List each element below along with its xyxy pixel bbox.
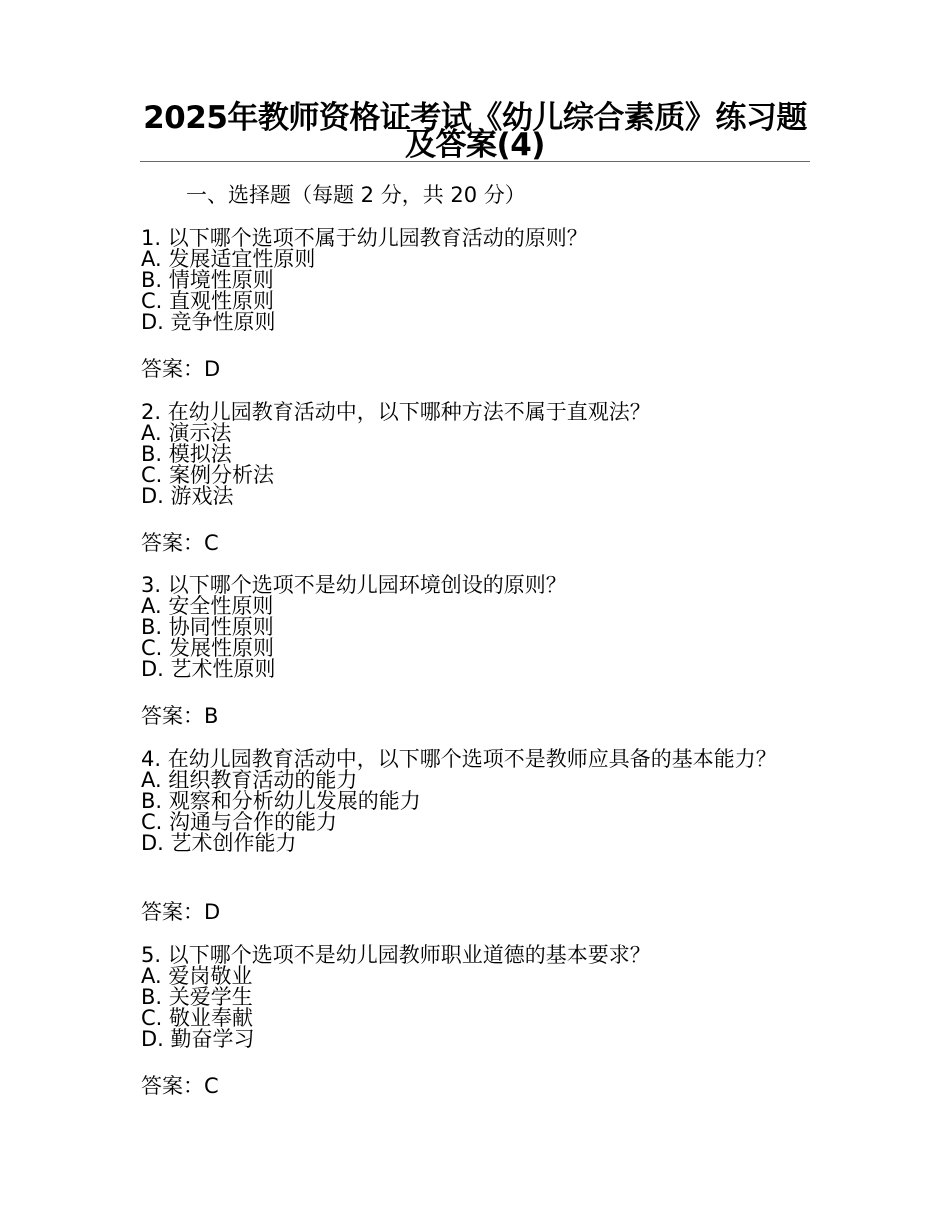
option-a: A. 安全性原则 xyxy=(141,594,274,618)
question-1 xyxy=(141,228,806,333)
option-c: C. 案例分析法 xyxy=(141,463,275,487)
option-a: A. 爱岗敬业 xyxy=(141,964,253,988)
question-3 xyxy=(141,575,806,680)
option-d: D. 游戏法 xyxy=(141,484,234,508)
title-underline xyxy=(140,161,810,162)
option-b: B. 关爱学生 xyxy=(141,985,253,1009)
question-2 xyxy=(141,402,806,507)
option-b: B. 模拟法 xyxy=(141,442,232,466)
option-c: C. 沟通与合作的能力 xyxy=(141,810,338,834)
option-c: C. 敬业奉献 xyxy=(141,1006,254,1030)
option-b: B. 观察和分析幼儿发展的能力 xyxy=(141,789,421,813)
answer-3: 答案：B xyxy=(141,704,219,728)
question-stem: 2. 在幼儿园教育活动中，以下哪种方法不属于直观法？ xyxy=(141,400,651,424)
question-5 xyxy=(141,945,806,1050)
answer-5: 答案：C xyxy=(141,1074,219,1098)
option-d: D. 艺术创作能力 xyxy=(141,831,297,855)
option-b: B. 协同性原则 xyxy=(141,615,274,639)
option-a: A. 演示法 xyxy=(141,421,232,445)
question-stem: 4. 在幼儿园教育活动中，以下哪个选项不是教师应具备的基本能力？ xyxy=(141,747,777,771)
document-title: 2025年教师资格证考试《幼儿综合素质》练习题及答案(4) xyxy=(143,100,807,163)
answer-1: 答案：D xyxy=(141,357,221,381)
answer-2: 答案：C xyxy=(141,531,219,555)
question-stem: 3. 以下哪个选项不是幼儿园环境创设的原则？ xyxy=(141,573,567,597)
question-stem: 1. 以下哪个选项不属于幼儿园教育活动的原则？ xyxy=(141,226,588,250)
section-heading: 一、选择题（每题 2 分，共 20 分） xyxy=(186,183,526,207)
question-4 xyxy=(141,749,806,854)
option-c: C. 直观性原则 xyxy=(141,289,275,313)
option-d: D. 竞争性原则 xyxy=(141,310,276,334)
option-a: A. 组织教育活动的能力 xyxy=(141,768,358,792)
option-c: C. 发展性原则 xyxy=(141,636,275,660)
option-b: B. 情境性原则 xyxy=(141,268,274,292)
option-a: A. 发展适宜性原则 xyxy=(141,247,316,271)
answer-4: 答案：D xyxy=(141,900,221,924)
option-d: D. 艺术性原则 xyxy=(141,657,276,681)
question-stem: 5. 以下哪个选项不是幼儿园教师职业道德的基本要求？ xyxy=(141,943,651,967)
option-d: D. 勤奋学习 xyxy=(141,1027,255,1051)
